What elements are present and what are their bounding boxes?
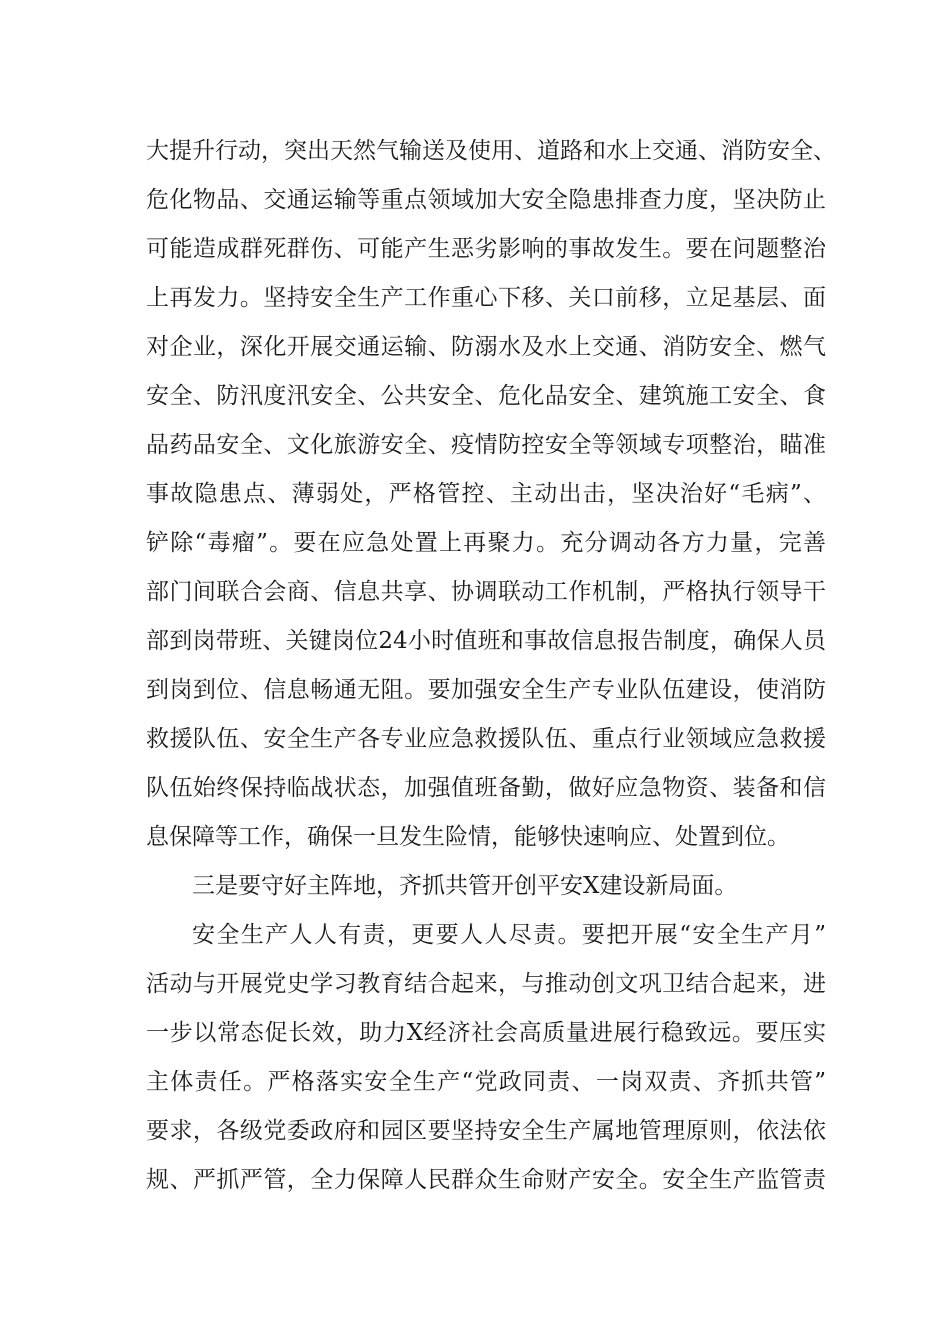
text-line: 活动与开展党史学习教育结合起来，与推动创文巩卫结合起来，进 bbox=[146, 971, 826, 997]
text-line: 到岗到位、信息畅通无阻。要加强安全生产专业队伍建设，使消防 bbox=[146, 677, 826, 703]
text-line: 部门间联合会商、信息共享、协调联动工作机制，严格执行领导干 bbox=[146, 579, 826, 605]
text-line: 一步以常态促长效，助力X经济社会高质量进展行稳致远。要压实 bbox=[146, 1020, 826, 1046]
text-line: 息保障等工作，确保一旦发生险情，能够快速响应、处置到位。 bbox=[146, 824, 790, 850]
text-line: 事故隐患点、薄弱处，严格管控、主动出击，坚决治好“毛病”、 bbox=[146, 481, 826, 507]
text-line: 危化物品、交通运输等重点领域加大安全隐患排查力度，坚决防止 bbox=[146, 187, 826, 213]
text-line: 对企业，深化开展交通运输、防溺水及水上交通、消防安全、燃气 bbox=[146, 334, 826, 360]
text-line: 要求，各级党委政府和园区要坚持安全生产属地管理原则，依法依 bbox=[146, 1118, 826, 1144]
body-text bbox=[146, 127, 836, 1205]
text-line: 可能造成群死群伤、可能产生恶劣影响的事故发生。要在问题整治 bbox=[146, 236, 826, 262]
text-line: 铲除“毒瘤”。要在应急处置上再聚力。充分调动各方力量，完善 bbox=[146, 530, 826, 556]
text-line: 安全生产人人有责，更要人人尽责。要把开展“安全生产月” bbox=[192, 922, 826, 948]
text-line: 主体责任。严格落实安全生产“党政同责、一岗双责、齐抓共管” bbox=[146, 1069, 826, 1095]
text-line: 上再发力。坚持安全生产工作重心下移、关口前移，立足基层、面 bbox=[146, 285, 826, 311]
text-line: 队伍始终保持临战状态，加强值班备勤，做好应急物资、装备和信 bbox=[146, 775, 826, 801]
text-line: 规、严抓严管，全力保障人民群众生命财产安全。安全生产监管责 bbox=[146, 1167, 826, 1193]
text-line: 部到岗带班、关键岗位24小时值班和事故信息报告制度，确保人员 bbox=[146, 628, 826, 654]
text-line: 救援队伍、安全生产各专业应急救援队伍、重点行业领域应急救援 bbox=[146, 726, 826, 752]
text-line: 大提升行动，突出天然气输送及使用、道路和水上交通、消防安全、 bbox=[146, 138, 836, 164]
text-line: 安全、防汛度汛安全、公共安全、危化品安全、建筑施工安全、食 bbox=[146, 383, 826, 409]
text-line: 品药品安全、文化旅游安全、疫情防控安全等领域专项整治，瞄准 bbox=[146, 432, 826, 458]
section-heading: 三是要守好主阵地，齐抓共管开创平安X建设新局面。 bbox=[192, 873, 738, 899]
